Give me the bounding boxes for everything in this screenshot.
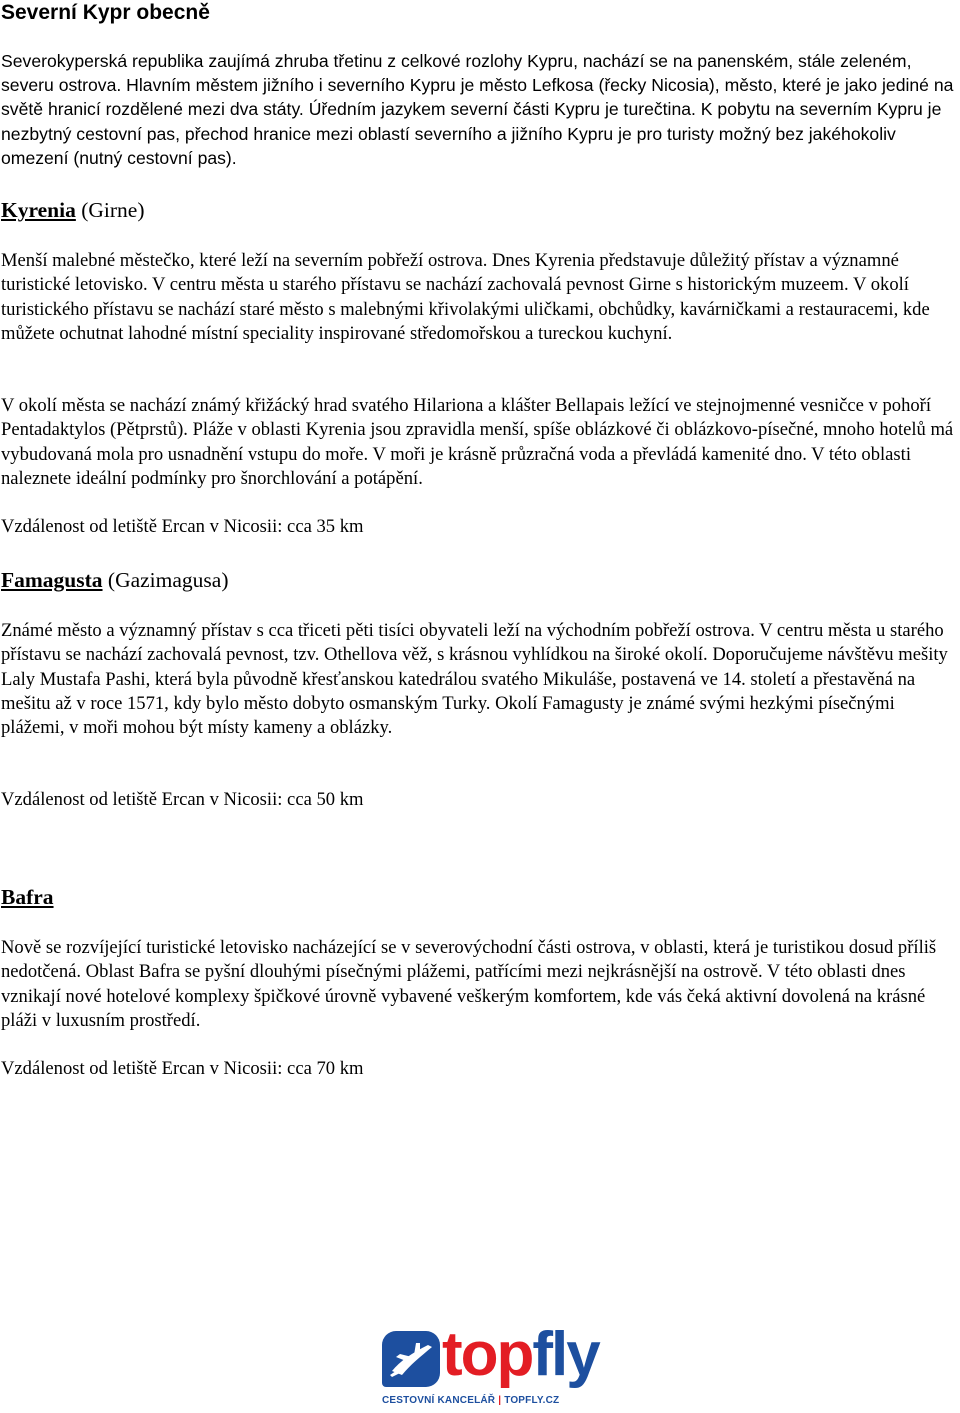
town-alt-name: (Girne) <box>75 198 145 222</box>
section-title-famagusta <box>1 567 229 593</box>
kyrenia-paragraph-1: Menší malebné městečko, které leží na severním pobřeží ostrova. Dnes Kyrenia představuje důležitý přístav a významné turistické letovisko. V centru města u starého přístavu se nachází zachovalá pevnost Girne s historickým muzeem. V okolí turistického přístavu se nachází staré město s malebnými křivolakými uličkami, obchůdky, kavárničkami a restauracemi, kde můžete ochutnat lahodné místní speciality inspirované středomořskou a tureckou kuchyní. <box>1 250 930 344</box>
airplane-icon <box>382 1331 440 1387</box>
kyrenia-distance: Vzdálenost od letiště Ercan v Nicosii: cca 35 km <box>1 516 364 537</box>
bafra-paragraph: Nově se rozvíjející turistické letovisko nacházející se v severovýchodní části ostrova, v oblasti, která je turistikou dosud příliš nedotčená. Oblast Bafra se pyšní dlouhými písečnými plážemi, patřícími mezi nejkrásnější na ostrově. V této oblasti dnes vznikají nové hotelové komplexy špičkové úrovně vybavené veškerým komfortem, kde vás čeká aktivní dovolená na krásné pláži v luxusním prostředí. <box>1 937 937 1031</box>
bafra-distance: Vzdálenost od letiště Ercan v Nicosii: cca 70 km <box>1 1058 364 1079</box>
kyrenia-paragraph-2: V okolí města se nachází známý křižácký hrad svatého Hilariona a klášter Bellapais ležící ve stejnojmenné vesničce v pohoří Pentadaktylos (Pětprstů). Pláže v oblasti Kyrenia jsou zpravidla menší, spíše oblázkové či oblázkovo-písečné, mnoho hotelů má vybudovaná mola pro usnadnění vstupu do moře. V moři je krásně průzračná voda a převládá kamenité dno. V této oblasti naleznete ideální podmínky pro šnorchlování a potápění. <box>1 395 954 489</box>
logo-subtitle: CESTOVNÍ KANCELÁŘ | TOPFLY.CZ <box>382 1395 560 1406</box>
page-title: Severní Kypr obecně <box>1 1 210 24</box>
town-link-kyrenia[interactable]: Kyrenia <box>1 198 76 222</box>
town-link-famagusta[interactable]: Famagusta <box>1 568 103 592</box>
town-alt-name: (Gazimagusa) <box>102 568 229 592</box>
logo-badge <box>382 1331 440 1387</box>
famagusta-distance: Vzdálenost od letiště Ercan v Nicosii: cca 50 km <box>1 789 364 810</box>
town-link-bafra[interactable]: Bafra <box>1 885 54 909</box>
section-title-kyrenia <box>1 197 145 223</box>
topfly-logo <box>378 1320 599 1409</box>
intro-paragraph: Severokyperská republika zaujímá zhruba třetinu z celkové rozlohy Kypru, nachází se na panenském, stále zeleném, severu ostrova. Hlavním městem jižního i severního Kypru je město Lefkosa (řecky Nicosia), město, které je jako jediné na světě hranicí rozdělené mezi dva státy. Úředním jazykem severní části Kypru je turečtina. K pobytu na severním Kypru je nezbytný cestovní pas, přechod hranice mezi oblastí severního a jižního Kypru je pro turisty možný bez jakéhokoliv omezení (nutný cestovní pas). <box>1 51 954 168</box>
section-title-bafra <box>1 884 54 910</box>
famagusta-paragraph: Známé město a významný přístav s cca třiceti pěti tisíci obyvateli leží na východním pobřeží ostrova. V centru města u starého přístavu se nachází zachovalá pevnost, tzv. Othellova věž, s krásnou vyhlídkou na široké okolí. Doporučujeme návštěvu mešity Laly Mustafa Pashi, která byla původně křesťanskou katedrálou svatého Mikuláše, postavená ve 14. století a přestavěná na mešitu až v roce 1571, kdy bylo město dobyto osmanským Turky. Okolí Famagusty je známé svými hezkými písečnými plážemi, v moři mohou být místy kameny a oblázky. <box>1 620 948 739</box>
logo-wordmark: topfly <box>442 1320 599 1389</box>
